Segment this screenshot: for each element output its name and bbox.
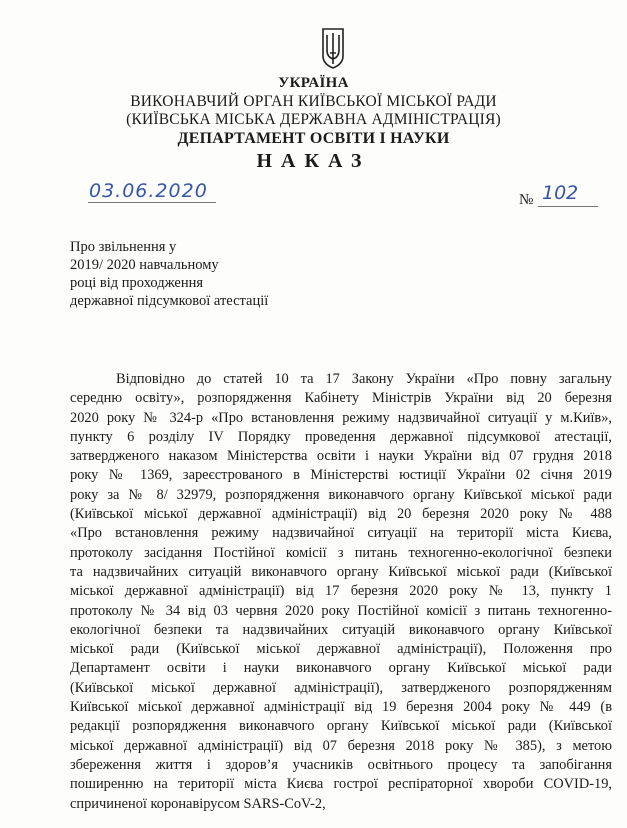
body-line: 2020 року № 324-р «Про встановлення режиму надзвичайної ситуації у м.Київ»,	[70, 409, 612, 426]
body-line: року № 1369, зареєстрованого в Міністерстві юстиції України 02 січня 2019	[70, 467, 612, 484]
body-line: спричиненої коронавірусом SARS-CoV-2,	[70, 795, 326, 812]
subject-line: році від проходження	[70, 275, 204, 291]
order-number: 102	[542, 182, 579, 204]
subject-line: державної підсумкової атестації	[70, 293, 269, 309]
document-type: НАКАЗ	[256, 150, 371, 172]
body-line: міської державної адміністрації) від 07 березня 2018 року № 385), з метою	[70, 737, 612, 754]
body-line: редакції розпорядження виконавчого органу Київської міської ради (Київської	[70, 718, 612, 735]
body-line: (Київської міської державної адміністрації), затвердженого розпорядженням	[70, 679, 612, 696]
number-sign: №	[519, 192, 534, 208]
body-line: року за № 8/ 32979, розпорядження виконавчого органу Київської міської ради	[70, 486, 612, 503]
body-line: «Про встановлення режиму надзвичайної ситуації на території міста Києва,	[70, 525, 612, 542]
body-line: пункту 6 розділу IV Порядку проведення державної підсумкової атестації,	[70, 428, 612, 445]
body-line: Департамент освіти і науки виконавчого органу Київської міської ради	[70, 660, 612, 677]
body-line: протоколу № 34 від 03 червня 2020 року Постійної комісії з питань техногенно-	[70, 602, 612, 619]
org-title-line1: ВИКОНАВЧИЙ ОРГАН КИЇВСЬКОЇ МІСЬКОЇ РАДИ	[130, 93, 497, 110]
subject-line: 2019/ 2020 навчальному	[70, 257, 219, 273]
order-body	[70, 370, 612, 814]
body-line: затвердженого наказом Міністерства освіти і науки України від 07 грудня 2018	[70, 448, 612, 465]
body-line: середню освіту», розпорядження Кабінету Міністрів України від 20 березня	[70, 390, 612, 407]
body-line: екологічної безпеки та надзвичайних ситуацій виконавчого органу Київської	[70, 621, 612, 638]
body-line: та надзвичайних ситуацій виконавчого органу Київської міської ради (Київської	[70, 563, 612, 580]
country-title: УКРАЇНА	[278, 75, 349, 91]
date-underline	[88, 202, 216, 203]
org-title-line2: (КИЇВСЬКА МІСЬКА ДЕРЖАВНА АДМІНІСТРАЦІЯ)	[126, 111, 501, 128]
order-date: 03.06.2020	[89, 180, 208, 202]
number-underline	[538, 206, 598, 207]
body-line: міської ради (Київської міської державної адміністрації), Положення про	[70, 641, 612, 658]
body-line: поширенню на території міста Києва гострої респіраторної хвороби COVID-19,	[70, 776, 612, 793]
body-line: Відповідно до статей 10 та 17 Закону України «Про повну загальну	[116, 371, 612, 387]
body-line: протоколу засідання Постійної комісії з питань техногенно-екологічної безпеки	[70, 544, 612, 561]
body-line: збереження життя і здоров’я учасників освітнього процесу та запобігання	[70, 756, 612, 773]
body-line: Київської міської державної адміністрації від 19 березня 2004 року № 449 (в	[70, 699, 612, 716]
subject-line: Про звільнення у	[70, 239, 177, 255]
body-line: міської державної адміністрації) від 17 березня 2020 року № 13, пункту 1	[70, 583, 612, 600]
trident-emblem-icon	[320, 26, 346, 70]
order-subject	[70, 238, 268, 310]
body-line: (Київської міської державної адміністрації) від 20 березня 2020 року № 488	[70, 506, 612, 523]
department-title: ДЕПАРТАМЕНТ ОСВІТИ І НАУКИ	[177, 130, 450, 147]
